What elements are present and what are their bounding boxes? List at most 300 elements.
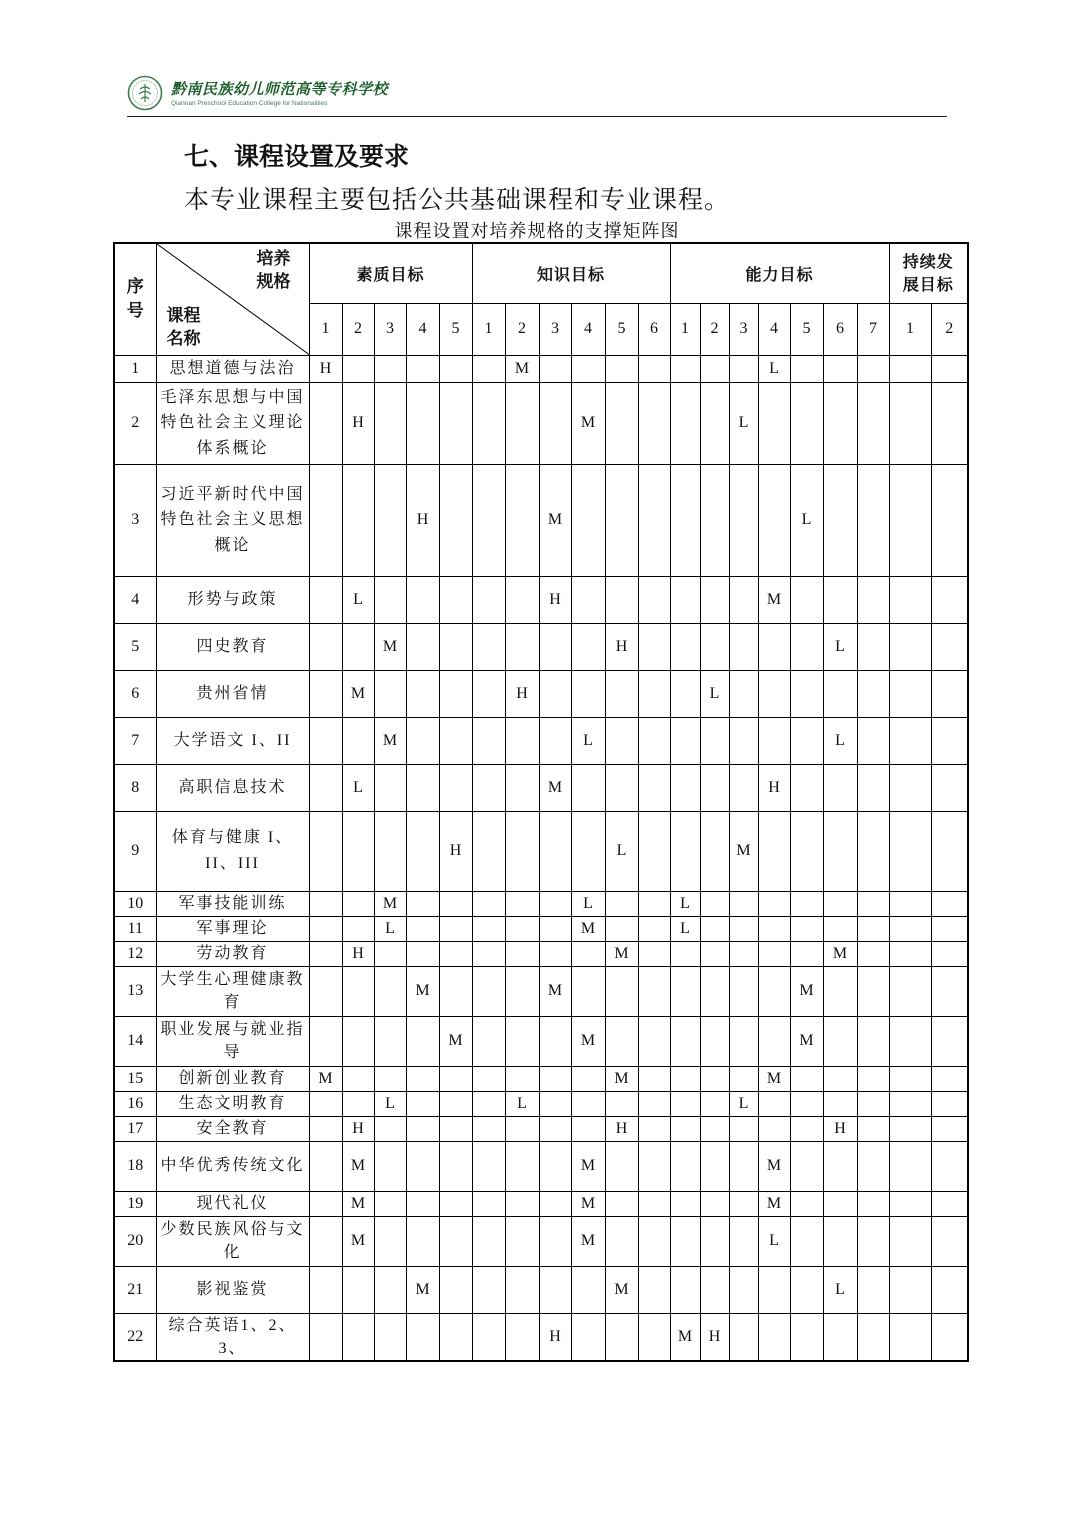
support-level-cell: [439, 1313, 472, 1361]
support-level-cell: [505, 1191, 539, 1216]
support-level-cell: [472, 941, 505, 966]
support-level-cell: [472, 1313, 505, 1361]
support-level-cell: H: [309, 355, 342, 382]
support-level-cell: [857, 670, 889, 717]
group-header-ability: 能力目标: [670, 243, 889, 303]
support-level-cell: [571, 1091, 605, 1116]
course-name: 生态文明教育: [156, 1091, 309, 1116]
support-level-cell: [605, 1091, 638, 1116]
support-level-cell: M: [539, 764, 571, 811]
support-level-cell: [406, 1216, 439, 1266]
support-level-cell: L: [729, 1091, 758, 1116]
support-level-cell: L: [374, 916, 406, 941]
support-level-cell: [605, 355, 638, 382]
support-level-cell: [758, 717, 790, 764]
support-level-cell: [889, 576, 931, 623]
table-row: [114, 941, 968, 966]
support-level-cell: [472, 891, 505, 916]
support-level-cell: [931, 1066, 968, 1091]
support-level-cell: M: [571, 1191, 605, 1216]
support-level-cell: [729, 1313, 758, 1361]
support-level-cell: [638, 717, 670, 764]
support-level-cell: [670, 966, 700, 1016]
support-level-cell: [790, 1091, 823, 1116]
support-level-cell: [729, 1141, 758, 1191]
support-level-cell: [857, 576, 889, 623]
course-name: 思想道德与法治: [156, 355, 309, 382]
table-row: [114, 1091, 968, 1116]
support-level-cell: [889, 1216, 931, 1266]
support-level-cell: M: [374, 891, 406, 916]
support-level-cell: M: [605, 941, 638, 966]
support-level-cell: [406, 382, 439, 464]
support-level-cell: [539, 670, 571, 717]
support-level-cell: [605, 670, 638, 717]
support-level-cell: [889, 1266, 931, 1313]
support-level-cell: [374, 355, 406, 382]
support-level-cell: [857, 941, 889, 966]
course-name: 习近平新时代中国特色社会主义思想概论: [156, 464, 309, 576]
support-level-cell: M: [439, 1016, 472, 1066]
subitem-header: 3: [374, 303, 406, 355]
support-level-cell: [931, 891, 968, 916]
section-title: 七、课程设置及要求: [184, 142, 410, 171]
support-level-cell: [638, 355, 670, 382]
support-level-cell: [823, 1313, 857, 1361]
support-level-cell: [700, 966, 729, 1016]
support-level-cell: [406, 1091, 439, 1116]
support-level-cell: [539, 1191, 571, 1216]
course-name: 毛泽东思想与中国特色社会主义理论体系概论: [156, 382, 309, 464]
row-number: 12: [114, 941, 156, 966]
support-level-cell: [638, 891, 670, 916]
support-level-cell: [670, 764, 700, 811]
support-level-cell: [931, 1016, 968, 1066]
support-level-cell: [605, 1141, 638, 1191]
support-level-cell: [342, 623, 374, 670]
support-level-cell: H: [539, 1313, 571, 1361]
support-level-cell: [889, 355, 931, 382]
support-level-cell: [857, 1116, 889, 1141]
support-level-cell: H: [700, 1313, 729, 1361]
support-level-cell: [309, 1313, 342, 1361]
support-level-cell: [638, 576, 670, 623]
support-level-cell: [790, 623, 823, 670]
support-level-cell: [309, 670, 342, 717]
support-level-cell: [729, 966, 758, 1016]
support-level-cell: [505, 891, 539, 916]
support-level-cell: L: [342, 764, 374, 811]
support-level-cell: [539, 1016, 571, 1066]
support-level-cell: [309, 576, 342, 623]
matrix-body: [114, 355, 968, 1361]
support-level-cell: L: [571, 891, 605, 916]
support-level-cell: [700, 1216, 729, 1266]
support-level-cell: [309, 1141, 342, 1191]
support-level-cell: [857, 1066, 889, 1091]
support-level-cell: [374, 1016, 406, 1066]
course-name: 中华优秀传统文化: [156, 1141, 309, 1191]
support-level-cell: M: [758, 1066, 790, 1091]
support-level-cell: M: [539, 966, 571, 1016]
support-level-cell: [758, 916, 790, 941]
support-level-cell: [889, 1066, 931, 1091]
table-row: [114, 891, 968, 916]
support-level-cell: [729, 764, 758, 811]
support-level-cell: M: [823, 941, 857, 966]
support-level-cell: [729, 670, 758, 717]
support-level-cell: [790, 1313, 823, 1361]
support-level-cell: L: [342, 576, 374, 623]
support-level-cell: [406, 623, 439, 670]
support-level-cell: [700, 623, 729, 670]
support-level-cell: M: [342, 670, 374, 717]
support-level-cell: [309, 1091, 342, 1116]
support-level-cell: [823, 966, 857, 1016]
course-name: 体育与健康 I、II、III: [156, 811, 309, 891]
support-level-cell: [758, 1091, 790, 1116]
table-row: [114, 1266, 968, 1313]
support-level-cell: [729, 576, 758, 623]
support-level-cell: M: [374, 717, 406, 764]
support-level-cell: [374, 1116, 406, 1141]
support-level-cell: [342, 1066, 374, 1091]
support-level-cell: [406, 576, 439, 623]
support-level-cell: [889, 1016, 931, 1066]
support-level-cell: [889, 764, 931, 811]
support-level-cell: [439, 1141, 472, 1191]
support-level-cell: [605, 1191, 638, 1216]
support-level-cell: [505, 1141, 539, 1191]
support-level-cell: [823, 1216, 857, 1266]
support-level-cell: [472, 811, 505, 891]
support-level-cell: M: [571, 916, 605, 941]
subitem-header: 4: [406, 303, 439, 355]
support-level-cell: [931, 1116, 968, 1141]
support-level-cell: [472, 1016, 505, 1066]
support-level-cell: [309, 941, 342, 966]
row-number: 15: [114, 1066, 156, 1091]
support-level-cell: L: [823, 623, 857, 670]
support-level-cell: [700, 891, 729, 916]
course-name: 安全教育: [156, 1116, 309, 1141]
support-level-cell: [823, 382, 857, 464]
support-level-cell: [931, 382, 968, 464]
support-level-cell: [539, 717, 571, 764]
subitem-header: 7: [857, 303, 889, 355]
support-level-cell: [439, 966, 472, 1016]
subitem-header: 6: [823, 303, 857, 355]
support-level-cell: [539, 1116, 571, 1141]
subitem-header: 4: [758, 303, 790, 355]
support-level-cell: [758, 670, 790, 717]
support-level-cell: [539, 355, 571, 382]
support-level-cell: [439, 382, 472, 464]
support-level-cell: [374, 464, 406, 576]
support-level-cell: M: [605, 1066, 638, 1091]
support-level-cell: [790, 382, 823, 464]
support-level-cell: [472, 576, 505, 623]
support-level-cell: [823, 464, 857, 576]
table-row: [114, 717, 968, 764]
support-level-cell: [406, 916, 439, 941]
subitem-header: 4: [571, 303, 605, 355]
support-level-cell: [309, 382, 342, 464]
support-level-cell: [505, 1066, 539, 1091]
support-level-cell: [472, 464, 505, 576]
support-level-cell: [374, 811, 406, 891]
support-level-cell: [309, 1116, 342, 1141]
support-level-cell: [505, 1266, 539, 1313]
support-level-cell: [505, 382, 539, 464]
row-number: 2: [114, 382, 156, 464]
seq-header: 序 号: [114, 243, 156, 355]
support-level-cell: [823, 576, 857, 623]
support-level-cell: [758, 1266, 790, 1313]
support-level-cell: [889, 1091, 931, 1116]
support-level-cell: [823, 670, 857, 717]
row-number: 8: [114, 764, 156, 811]
table-row: [114, 966, 968, 1016]
support-level-cell: [472, 1116, 505, 1141]
support-level-cell: [638, 1016, 670, 1066]
support-level-cell: [889, 1116, 931, 1141]
support-level-cell: [670, 623, 700, 670]
support-level-cell: [700, 916, 729, 941]
support-level-cell: M: [505, 355, 539, 382]
support-level-cell: [472, 670, 505, 717]
support-level-cell: [638, 1216, 670, 1266]
support-level-cell: [889, 811, 931, 891]
support-level-cell: [857, 1216, 889, 1266]
support-level-cell: [931, 916, 968, 941]
support-level-cell: [309, 717, 342, 764]
support-level-cell: [342, 891, 374, 916]
support-level-cell: M: [605, 1266, 638, 1313]
course-name: 影视鉴赏: [156, 1266, 309, 1313]
support-level-cell: [729, 1066, 758, 1091]
support-level-cell: [857, 916, 889, 941]
support-level-cell: [823, 1066, 857, 1091]
support-level-cell: [700, 717, 729, 764]
support-level-cell: H: [758, 764, 790, 811]
support-level-cell: [638, 916, 670, 941]
support-level-cell: [823, 764, 857, 811]
subitem-header: 5: [790, 303, 823, 355]
course-name: 大学语文 I、II: [156, 717, 309, 764]
page-header: [127, 70, 947, 117]
support-level-cell: [823, 355, 857, 382]
support-level-cell: [823, 1141, 857, 1191]
support-level-cell: [700, 1191, 729, 1216]
support-level-cell: [342, 1266, 374, 1313]
support-level-cell: [571, 764, 605, 811]
support-level-cell: [309, 891, 342, 916]
support-level-cell: H: [439, 811, 472, 891]
row-number: 14: [114, 1016, 156, 1066]
support-level-cell: [472, 1091, 505, 1116]
subitem-header: 5: [605, 303, 638, 355]
support-level-cell: [823, 1016, 857, 1066]
support-level-cell: [406, 1141, 439, 1191]
support-level-cell: [729, 623, 758, 670]
support-level-cell: [758, 464, 790, 576]
support-level-cell: [889, 382, 931, 464]
support-level-cell: L: [670, 916, 700, 941]
row-number: 19: [114, 1191, 156, 1216]
group-header-quality: 素质目标: [309, 243, 472, 303]
support-level-cell: M: [374, 623, 406, 670]
support-level-cell: [729, 355, 758, 382]
support-level-cell: [823, 1191, 857, 1216]
support-level-cell: L: [505, 1091, 539, 1116]
support-level-cell: M: [571, 1141, 605, 1191]
support-level-cell: [700, 1266, 729, 1313]
support-level-cell: [670, 576, 700, 623]
support-level-cell: [571, 1066, 605, 1091]
support-level-cell: [790, 764, 823, 811]
course-name: 劳动教育: [156, 941, 309, 966]
support-level-cell: [571, 670, 605, 717]
support-level-cell: [670, 1116, 700, 1141]
support-level-cell: [823, 811, 857, 891]
support-level-cell: [374, 764, 406, 811]
support-level-cell: [605, 891, 638, 916]
support-level-cell: [638, 1066, 670, 1091]
subitem-header: 1: [309, 303, 342, 355]
support-level-cell: H: [605, 623, 638, 670]
support-level-cell: [539, 1066, 571, 1091]
support-level-cell: M: [758, 1191, 790, 1216]
course-name: 四史教育: [156, 623, 309, 670]
support-level-cell: [857, 764, 889, 811]
support-level-cell: [505, 941, 539, 966]
support-level-cell: [700, 1141, 729, 1191]
subitem-header: 2: [342, 303, 374, 355]
diag-bottom-label: 课程 名称: [166, 305, 201, 349]
support-level-cell: [406, 1313, 439, 1361]
support-level-cell: [638, 670, 670, 717]
support-level-cell: [889, 1191, 931, 1216]
table-row: [114, 811, 968, 891]
support-level-cell: L: [823, 717, 857, 764]
support-level-cell: [700, 464, 729, 576]
support-level-cell: [931, 811, 968, 891]
support-level-cell: [309, 623, 342, 670]
support-level-cell: M: [309, 1066, 342, 1091]
support-level-cell: [374, 1191, 406, 1216]
support-level-cell: [505, 764, 539, 811]
row-number: 20: [114, 1216, 156, 1266]
support-level-cell: M: [342, 1191, 374, 1216]
support-level-cell: [670, 382, 700, 464]
support-level-cell: [439, 1191, 472, 1216]
support-level-cell: [790, 916, 823, 941]
support-level-cell: [857, 464, 889, 576]
support-level-cell: [309, 916, 342, 941]
table-row: [114, 1191, 968, 1216]
support-level-cell: [758, 1116, 790, 1141]
row-number: 4: [114, 576, 156, 623]
support-level-cell: [374, 1313, 406, 1361]
support-level-cell: [729, 1116, 758, 1141]
support-level-cell: [472, 1216, 505, 1266]
support-level-cell: [505, 1016, 539, 1066]
support-level-cell: [790, 1141, 823, 1191]
support-level-cell: [505, 966, 539, 1016]
support-level-cell: [729, 941, 758, 966]
subitem-header: 6: [638, 303, 670, 355]
support-level-cell: [374, 941, 406, 966]
support-level-cell: M: [670, 1313, 700, 1361]
support-level-cell: [790, 941, 823, 966]
support-level-cell: [823, 916, 857, 941]
support-level-cell: [439, 1216, 472, 1266]
support-level-cell: [931, 670, 968, 717]
support-level-cell: [605, 382, 638, 464]
support-level-cell: [638, 966, 670, 1016]
support-level-cell: [857, 1266, 889, 1313]
support-level-cell: [857, 1141, 889, 1191]
support-level-cell: [472, 764, 505, 811]
support-level-cell: [638, 764, 670, 811]
support-level-cell: [472, 355, 505, 382]
table-row: [114, 382, 968, 464]
support-level-cell: [605, 1016, 638, 1066]
support-level-cell: [889, 623, 931, 670]
support-level-cell: [406, 891, 439, 916]
support-level-cell: [539, 382, 571, 464]
table-row: [114, 916, 968, 941]
table-row: [114, 1116, 968, 1141]
support-level-cell: L: [758, 1216, 790, 1266]
support-level-cell: [700, 355, 729, 382]
support-level-cell: M: [758, 576, 790, 623]
support-level-cell: [439, 1091, 472, 1116]
support-level-cell: [931, 1141, 968, 1191]
school-name-cn: 黔南民族幼儿师范高等专科学校: [171, 80, 389, 98]
support-level-cell: [505, 623, 539, 670]
header-row-groups: [114, 243, 968, 303]
support-level-cell: [505, 916, 539, 941]
course-name: 形势与政策: [156, 576, 309, 623]
support-level-cell: [605, 1216, 638, 1266]
support-level-cell: [729, 916, 758, 941]
row-number: 3: [114, 464, 156, 576]
support-level-cell: [539, 1091, 571, 1116]
support-level-cell: [505, 811, 539, 891]
course-name: 综合英语1、2、3、: [156, 1313, 309, 1361]
support-level-cell: M: [790, 966, 823, 1016]
support-level-cell: [571, 464, 605, 576]
support-level-cell: [605, 764, 638, 811]
support-level-cell: [729, 891, 758, 916]
support-level-cell: [931, 1191, 968, 1216]
support-level-cell: [439, 764, 472, 811]
support-level-cell: [472, 382, 505, 464]
row-number: 7: [114, 717, 156, 764]
support-level-cell: [857, 717, 889, 764]
support-level-cell: M: [406, 966, 439, 1016]
support-level-cell: [605, 916, 638, 941]
subitem-header: 5: [439, 303, 472, 355]
support-level-cell: [638, 1141, 670, 1191]
support-level-cell: [472, 1266, 505, 1313]
support-level-cell: [729, 717, 758, 764]
support-level-cell: [472, 717, 505, 764]
support-level-cell: [857, 1191, 889, 1216]
support-level-cell: [605, 966, 638, 1016]
